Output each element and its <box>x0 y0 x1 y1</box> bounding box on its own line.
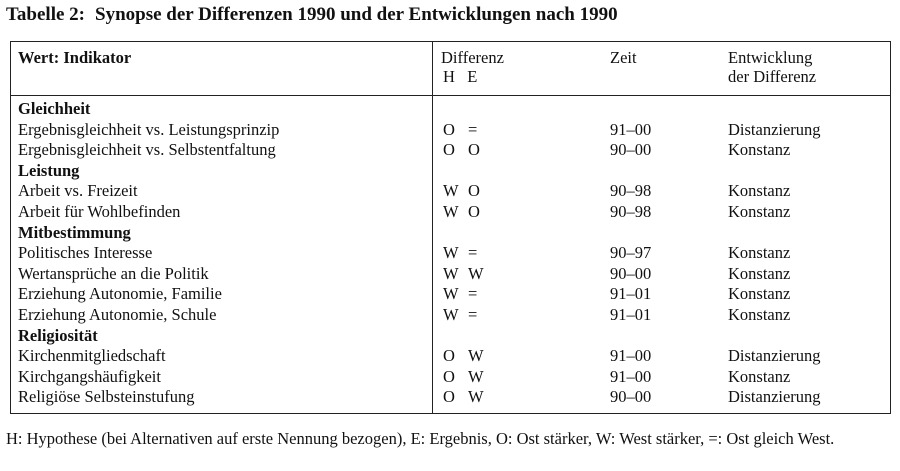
hypothesis-cell: O <box>443 346 455 366</box>
hypothesis-cell: O <box>443 119 455 139</box>
development-cell: Konstanz <box>728 140 791 160</box>
indicator-cell: Kirchgangshäufigkeit <box>18 366 161 386</box>
table-caption: Synopse der Differenzen 1990 und der Entwicklungen nach 1990 <box>95 4 618 25</box>
hypothesis-cell: W <box>443 284 459 304</box>
development-cell: Konstanz <box>728 284 791 304</box>
development-cell: Distanzierung <box>728 346 821 366</box>
development-cell: Konstanz <box>728 243 791 263</box>
result-cell: W <box>468 387 484 407</box>
result-cell: O <box>468 181 480 201</box>
indicator-cell: Arbeit vs. Freizeit <box>18 181 138 201</box>
development-cell: Konstanz <box>728 366 791 386</box>
result-cell: O <box>468 140 480 160</box>
header-der-differenz: der Differenz <box>728 67 817 86</box>
footnote: H: Hypothese (bei Alternativen auf erste Nennung bezogen), E: Ergebnis, O: Ost stärker, W: West stärker, =: Ost gleich West. <box>6 429 835 448</box>
development-cell: Konstanz <box>728 305 791 324</box>
period-cell: 90–98 <box>610 202 652 221</box>
header-indicator: Wert: Indikator <box>18 48 132 67</box>
period-cell: 91–01 <box>610 305 652 324</box>
period-cell: 90–97 <box>610 243 652 263</box>
header-entwicklung: Entwicklung <box>728 48 813 67</box>
result-cell: W <box>468 346 484 366</box>
table-title <box>6 4 618 26</box>
indicator-cell: Ergebnisgleichheit vs. Leistungsprinzip <box>18 119 280 139</box>
hypothesis-cell: O <box>443 387 455 407</box>
development-cell: Konstanz <box>728 202 791 221</box>
hypothesis-cell: W <box>443 243 459 263</box>
development-cell: Distanzierung <box>728 119 821 139</box>
period-cell: 90–00 <box>610 140 652 160</box>
result-cell: = <box>468 284 478 304</box>
header-differenz: Differenz <box>441 48 504 67</box>
hypothesis-cell: W <box>443 305 459 324</box>
hypothesis-cell: W <box>443 263 459 283</box>
hypothesis-cell: O <box>443 366 455 386</box>
indicator-cell: Religiöse Selbsteinstufung <box>18 387 195 407</box>
indicator-cell: Wertansprüche an die Politik <box>18 263 209 283</box>
period-cell: 91–00 <box>610 119 652 139</box>
indicator-cell: Arbeit für Wohlbefinden <box>18 202 181 221</box>
indicator-cell: Politisches Interesse <box>18 243 153 263</box>
section-heading: Religiosität <box>18 325 98 345</box>
result-cell: = <box>468 243 478 263</box>
indicator-cell: Ergebnisgleichheit vs. Selbstentfaltung <box>18 140 276 160</box>
table-number: Tabelle 2: <box>6 4 85 25</box>
header-divider <box>10 95 891 96</box>
result-cell: O <box>468 202 480 221</box>
period-cell: 90–98 <box>610 181 652 201</box>
period-cell: 90–00 <box>610 263 652 283</box>
result-cell: W <box>468 263 484 283</box>
section-heading: Leistung <box>18 160 80 180</box>
header-h-e: H E <box>443 67 478 86</box>
section-heading: Mitbestimmung <box>18 222 131 242</box>
column-divider <box>432 41 433 414</box>
period-cell: 91–00 <box>610 346 652 366</box>
hypothesis-cell: O <box>443 140 455 160</box>
indicator-cell: Erziehung Autonomie, Schule <box>18 305 217 324</box>
development-cell: Distanzierung <box>728 387 821 407</box>
hypothesis-cell: W <box>443 202 459 221</box>
result-cell: = <box>468 305 478 324</box>
hypothesis-cell: W <box>443 181 459 201</box>
indicator-cell: Kirchenmitgliedschaft <box>18 346 166 366</box>
header-zeit: Zeit <box>610 48 637 67</box>
period-cell: 91–00 <box>610 366 652 386</box>
development-cell: Konstanz <box>728 181 791 201</box>
period-cell: 91–01 <box>610 284 652 304</box>
indicator-cell: Erziehung Autonomie, Familie <box>18 284 222 304</box>
development-cell: Konstanz <box>728 263 791 283</box>
result-cell: W <box>468 366 484 386</box>
result-cell: = <box>468 119 478 139</box>
period-cell: 90–00 <box>610 387 652 407</box>
section-heading: Gleichheit <box>18 99 91 118</box>
